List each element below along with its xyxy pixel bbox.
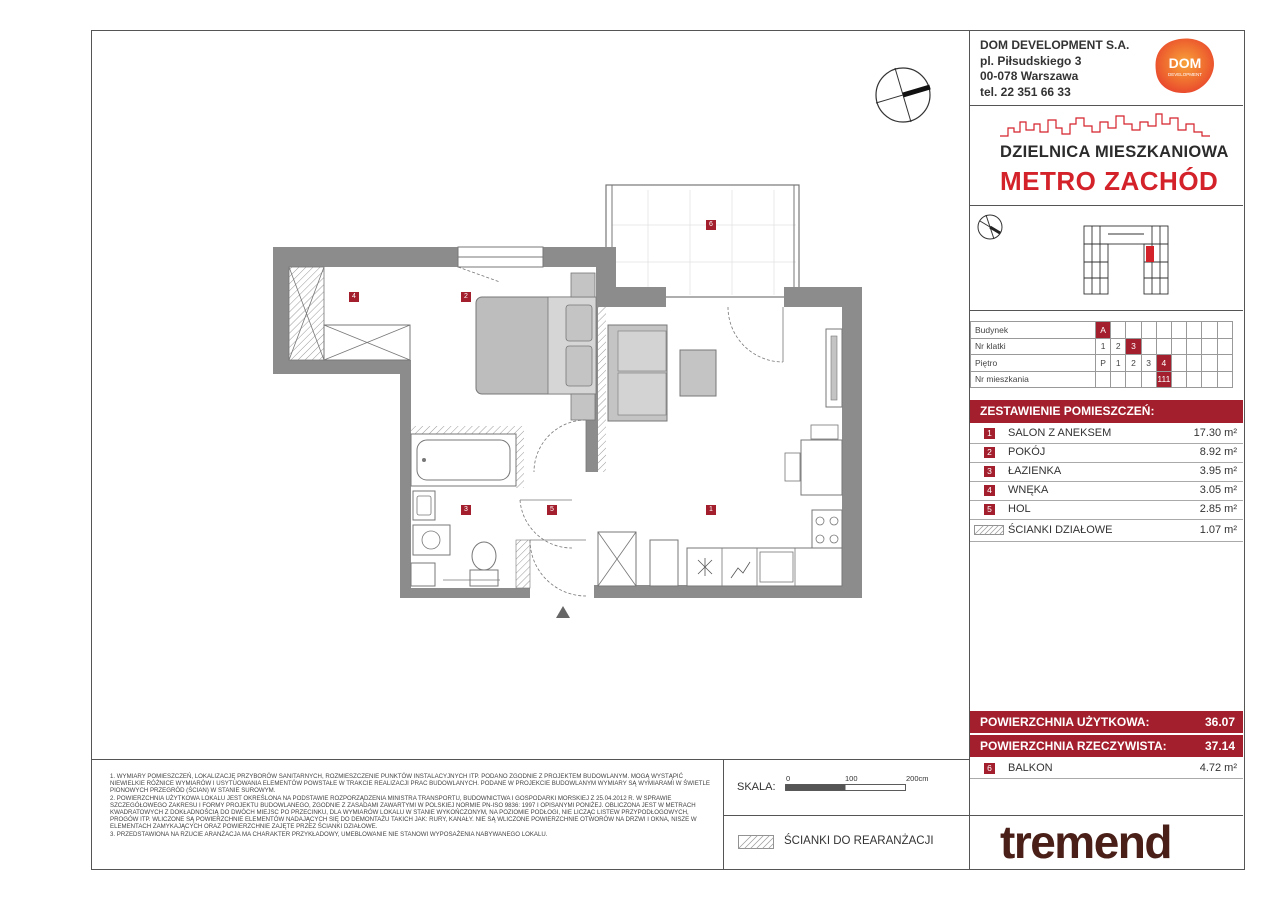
info-row-apartment [971,371,1233,388]
info-row-building [971,322,1233,339]
plan-tag-wneka: 4 [349,292,359,302]
info-cell [1141,371,1156,388]
info-cell [1202,355,1217,372]
scale-tick-0: 0 [786,774,791,783]
rooms-header: ZESTAWIENIE POMIESZCZEŃ: [970,400,1243,423]
info-cell [1187,322,1202,339]
footnote: 2. POWIERZCHNIA UŻYTKOWA LOKALU JEST OKREŚLONA NA PODSTAWIE ROZPORZĄDZENIA MINISTRA TRANSPORTU, BUDOWNICTWA I GOSPODARKI MORSKIEJ Z 25.04.2012 R. W SPRAWIE SZCZEGÓŁOWEGO ZAKRESU I FORMY PROJEKTU BUDOWLANEGO, ZGODNIE Z ZASADAMI ZAWARTYMI W POLSKIEJ NORMIE PN-ISO 9836: 1997 I OPISANYMI PONIŻEJ. OBLICZONA JEST W METRACH KWADRATOWYCH Z DOKŁADNOŚCIĄ DO DWÓCH MIEJSC PO PRZECINKU, DLA WYMIARÓW LOKALU W STANIE WYKOŃCZONYM, NA POZIOMIE PODŁOGI, NIE LICZĄC LISTEW PRZYPODŁOGOWYCH, PROGÓW ITP. WLICZONE SĄ POWIERZCHNIE ELEMENTÓW NADAJĄCYCH SIĘ DO DEMONTAŻU TAKICH JAK: RURY, KANAŁY. NIE SĄ WLICZONE POWIERZCHNIE OTWORÓW NA DRZWI I OKNA, NISZE W ELEMENTACH ZAMYKAJĄCYCH ORAZ POWIERZCHNIE ZAJĘTE PRZEZ ŚCIANKI DZIAŁOWE. [110,794,697,831]
footer-divider [91,759,970,760]
info-cell [1141,338,1156,355]
info-cell: A [1096,322,1111,339]
info-cell [1126,371,1141,388]
actual-area-label: POWIERZCHNIA RZECZYWISTA: [980,739,1167,753]
room-row [970,500,1243,520]
info-cell [1156,338,1171,355]
logo-sub-text: DEVELOPMENT [1167,72,1203,77]
footnote: 3. PRZEDSTAWIONA NA RZUCIE ARANŻACJA MA CHARAKTER PRZYKŁADOWY, UMEBLOWANIE NIE STANOWI WYPOSAŻENIA NABYWANEGO LOKALU. [110,830,548,838]
company-address [980,38,1129,100]
scale-tick-100: 100 [845,774,858,783]
room-row [970,481,1243,501]
info-cell [1217,355,1232,372]
plan-tag-balkon: 6 [706,220,716,230]
plan-tag-lazienka: 3 [461,505,471,515]
floor-plan [92,31,969,758]
brand-divider [970,205,1243,206]
info-cell [1202,371,1217,388]
balcony [606,185,799,297]
keyplan-building-icon [1080,222,1172,298]
info-cell [1126,322,1141,339]
info-cell [1187,355,1202,372]
apartment-info-table [970,321,1233,388]
plan-tag-hol: 5 [547,505,557,515]
room-name: SALON Z ANEKSEM [1008,427,1112,439]
info-cell [1202,338,1217,355]
keyplan-divider [970,310,1243,311]
info-cell [1171,322,1186,339]
logo-main-text: DOM [1168,55,1202,71]
info-cell: 1 [1111,355,1126,372]
info-cell [1202,322,1217,339]
room-row [970,424,1243,444]
partition-label: ŚCIANKI DZIAŁOWE [1008,524,1113,536]
info-cell [1111,371,1126,388]
room-area: 8.92 m² [1199,446,1237,458]
balcony-number: 6 [984,763,995,774]
info-cell [1171,371,1186,388]
info-cell: 4 [1156,355,1171,372]
balcony-row [970,759,1243,779]
room-area: 17.30 m² [1193,427,1237,439]
company-street: pl. Piłsudskiego 3 [980,53,1082,68]
dom-development-logo [1152,36,1218,96]
info-cell [1111,322,1126,339]
project-title-line1: DZIELNICA MIESZKANIOWA [1000,143,1229,161]
info-cell [1187,338,1202,355]
scale-bar [785,784,910,792]
room-area: 2.85 m² [1199,503,1237,515]
info-row-floor [971,355,1233,372]
info-cell [1156,322,1171,339]
scale-divider [723,759,724,869]
skyline-icon [1000,112,1210,138]
scale-label: SKALA: [737,781,776,793]
room-row [970,462,1243,482]
room-name: WNĘKA [1008,484,1049,496]
info-label: Budynek [971,322,1096,339]
info-row-stairwell [971,338,1233,355]
info-cell [1217,322,1232,339]
plan-tag-salon: 1 [706,505,716,515]
info-cell: P [1096,355,1111,372]
info-cell: 2 [1111,338,1126,355]
plan-tag-pokoj: 2 [461,292,471,302]
room-name: POKÓJ [1008,446,1046,458]
legend-divider [723,815,970,816]
legend-hatch-icon [738,835,774,849]
room-name: ŁAZIENKA [1008,465,1062,477]
room-number: 5 [984,504,995,515]
company-divider [970,105,1243,106]
info-cell [1217,371,1232,388]
info-cell: 3 [1141,355,1156,372]
balcony-label: BALKON [1008,762,1053,774]
room-row [970,443,1243,463]
room-number: 2 [984,447,995,458]
compass-icon [876,68,930,122]
info-cell: 1 [1096,338,1111,355]
info-cell [1141,322,1156,339]
usable-area-value: 36.07 [1204,715,1235,729]
info-cell: 2 [1126,355,1141,372]
info-cell [1187,371,1202,388]
scale-tick-200: 200cm [906,774,929,783]
tremend-logo: tremend [1000,816,1171,868]
info-cell: 3 [1126,338,1141,355]
info-label: Piętro [971,355,1096,372]
entrance-marker-icon [556,606,570,618]
company-name: DOM DEVELOPMENT S.A. [980,38,1130,52]
info-label: Nr klatki [971,338,1096,355]
hatch-swatch-icon [974,525,1004,535]
company-phone: tel. 22 351 66 33 [980,84,1071,99]
info-cell [1171,338,1186,355]
footnotes [110,773,710,838]
balcony-area: 4.72 m² [1199,762,1237,774]
partition-area: 1.07 m² [1199,524,1237,536]
info-cell [1217,338,1232,355]
usable-area-label: POWIERZCHNIA UŻYTKOWA: [980,715,1150,729]
room-name: HOL [1008,503,1031,515]
room-number: 3 [984,466,995,477]
actual-area-bar [970,735,1243,757]
partition-row [970,519,1243,542]
info-cell [1096,371,1111,388]
info-cell: 111 [1156,371,1171,388]
room-number: 4 [984,485,995,496]
room-number: 1 [984,428,995,439]
info-cell [1171,355,1186,372]
room-area: 3.05 m² [1199,484,1237,496]
actual-area-value: 37.14 [1204,739,1235,753]
legend-label: ŚCIANKI DO REARANŻACJI [784,835,934,847]
company-city: 00-078 Warszawa [980,69,1079,83]
project-title-line2: METRO ZACHÓD [1000,166,1219,196]
keyplan-compass-icon [976,213,1004,241]
usable-area-bar [970,711,1243,733]
footnote: 1. WYMIARY POMIESZCZEŃ, LOKALIZACJĘ PRZYBORÓW SANITARNYCH, ROZMIESZCZENIE PUNKTÓW INSTALACYJNYCH ITP. PODANO ZGODNIE Z PROJEKTEM BUDOWLANYM. MOGĄ WYSTĄPIĆ NIEWIELKIE RÓŻNICE WYMIARÓW I USYTUOWANIA ELEMENTÓW POWSTAŁE W TRAKCIE REALIZACJI PRAC BUDOWLANYCH. PODANE W PROJEKCIE BUDOWLANYM WYMIARY SĄ WYMIARAMI W ŚWIETLE PIONOWYCH PRZEGRÓD (ŚCIAN) W STANIE SUROWYM. [110,773,710,795]
info-label: Nr mieszkania [971,371,1096,388]
room-area: 3.95 m² [1199,465,1237,477]
